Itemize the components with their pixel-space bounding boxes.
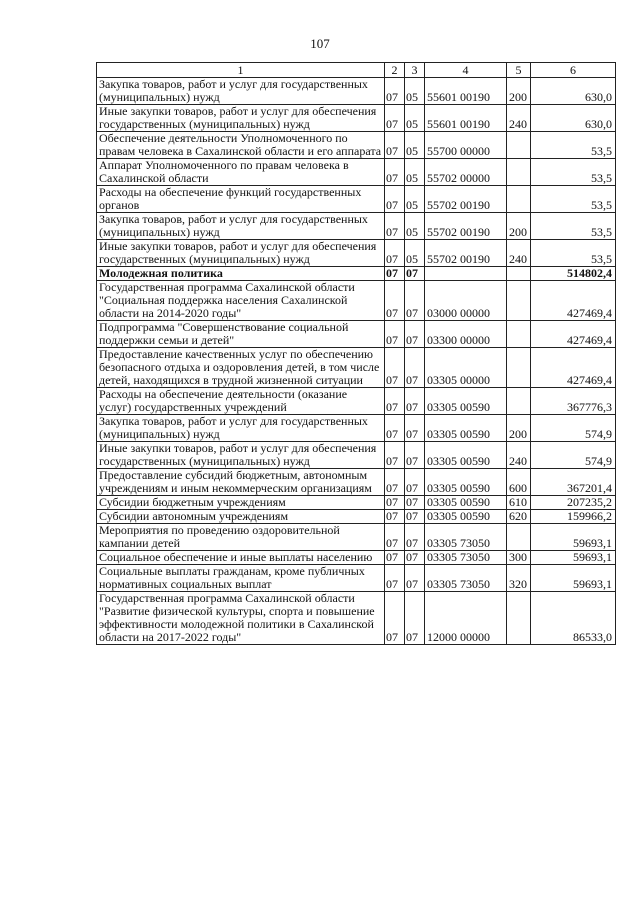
row-target-code: 55601 00190 [425,78,507,105]
table-row [97,415,616,442]
row-amount: 427469,4 [531,348,616,388]
row-expense-type: 240 [507,105,531,132]
row-description: Аппарат Уполномоченного по правам человека в Сахалинской области [97,159,385,186]
row-expense-type: 600 [507,469,531,496]
row-amount: 159966,2 [531,510,616,524]
column-header: 2 [385,63,405,78]
row-subsection: 07 [405,524,425,551]
table-row [97,105,616,132]
row-section: 07 [385,496,405,510]
row-subsection: 07 [405,388,425,415]
table-row [97,78,616,105]
table-row [97,388,616,415]
row-description: Государственная программа Сахалинской области "Развитие физической культуры, спорта и повышение эффективности молодежной политики в Сахалинской области на 2017-2022 годы" [97,592,385,645]
row-subsection: 07 [405,496,425,510]
row-target-code: 03300 00000 [425,321,507,348]
row-expense-type [507,159,531,186]
table-row [97,348,616,388]
budget-table [96,62,616,645]
row-target-code: 55700 00000 [425,132,507,159]
row-expense-type: 320 [507,565,531,592]
row-expense-type [507,592,531,645]
row-section: 07 [385,551,405,565]
row-description: Предоставление качественных услуг по обеспечению безопасного отдыха и оздоровления детей, в том числе детей, находящихся в трудной жизненной ситуации [97,348,385,388]
row-section: 07 [385,321,405,348]
row-amount: 574,9 [531,442,616,469]
row-target-code: 03305 73050 [425,524,507,551]
row-section: 07 [385,592,405,645]
row-amount: 53,5 [531,213,616,240]
column-header: 3 [405,63,425,78]
row-description: Предоставление субсидий бюджетным, автономным учреждениям и иным некоммерческим организациям [97,469,385,496]
table-row [97,469,616,496]
row-expense-type [507,132,531,159]
row-subsection: 07 [405,510,425,524]
row-subsection: 05 [405,105,425,132]
row-target-code: 55702 00190 [425,186,507,213]
row-subsection: 07 [405,565,425,592]
table-row [97,551,616,565]
row-target-code [425,267,507,281]
row-amount: 367201,4 [531,469,616,496]
row-target-code: 55702 00000 [425,159,507,186]
row-section: 07 [385,281,405,321]
row-section: 07 [385,159,405,186]
row-subsection: 05 [405,240,425,267]
row-expense-type [507,348,531,388]
row-expense-type: 200 [507,213,531,240]
row-section: 07 [385,510,405,524]
row-amount: 59693,1 [531,565,616,592]
table-row-section-total [97,267,616,281]
column-header: 5 [507,63,531,78]
column-header: 4 [425,63,507,78]
row-expense-type [507,524,531,551]
row-expense-type [507,388,531,415]
row-section: 07 [385,415,405,442]
row-amount: 514802,4 [531,267,616,281]
row-target-code: 55702 00190 [425,240,507,267]
row-target-code: 03305 00590 [425,415,507,442]
row-description: Молодежная политика [97,267,385,281]
table-row [97,565,616,592]
row-amount: 53,5 [531,240,616,267]
row-expense-type: 240 [507,240,531,267]
table-row [97,281,616,321]
row-subsection: 07 [405,348,425,388]
table-row [97,132,616,159]
row-expense-type: 620 [507,510,531,524]
row-amount: 59693,1 [531,524,616,551]
row-section: 07 [385,186,405,213]
row-amount: 53,5 [531,159,616,186]
row-description: Иные закупки товаров, работ и услуг для обеспечения государственных (муниципальных) нужд [97,442,385,469]
row-subsection: 07 [405,267,425,281]
row-target-code: 03305 00590 [425,510,507,524]
row-section: 07 [385,388,405,415]
row-amount: 427469,4 [531,321,616,348]
row-description: Расходы на обеспечение деятельности (оказание услуг) государственных учреждений [97,388,385,415]
row-subsection: 05 [405,78,425,105]
row-amount: 53,5 [531,132,616,159]
row-amount: 53,5 [531,186,616,213]
row-section: 07 [385,132,405,159]
row-subsection: 07 [405,415,425,442]
row-description: Закупка товаров, работ и услуг для государственных (муниципальных) нужд [97,415,385,442]
row-section: 07 [385,240,405,267]
table-row [97,510,616,524]
row-amount: 427469,4 [531,281,616,321]
row-target-code: 03000 00000 [425,281,507,321]
row-subsection: 05 [405,186,425,213]
row-subsection: 05 [405,213,425,240]
row-description: Иные закупки товаров, работ и услуг для обеспечения государственных (муниципальных) нужд [97,240,385,267]
row-expense-type: 300 [507,551,531,565]
row-target-code: 03305 73050 [425,565,507,592]
row-section: 07 [385,78,405,105]
table-row [97,240,616,267]
row-description: Закупка товаров, работ и услуг для государственных (муниципальных) нужд [97,78,385,105]
row-section: 07 [385,442,405,469]
row-target-code: 03305 00590 [425,496,507,510]
table-row [97,321,616,348]
row-target-code: 55601 00190 [425,105,507,132]
column-header: 1 [97,63,385,78]
row-expense-type: 240 [507,442,531,469]
row-description: Закупка товаров, работ и услуг для государственных (муниципальных) нужд [97,213,385,240]
row-expense-type [507,186,531,213]
row-subsection: 07 [405,442,425,469]
row-subsection: 05 [405,132,425,159]
row-amount: 367776,3 [531,388,616,415]
row-description: Обеспечение деятельности Уполномоченного по правам человека в Сахалинской области и его аппарата [97,132,385,159]
row-description: Субсидии автономным учреждениям [97,510,385,524]
row-amount: 630,0 [531,78,616,105]
row-expense-type [507,267,531,281]
table-row [97,186,616,213]
table-row [97,496,616,510]
row-target-code: 03305 00590 [425,442,507,469]
row-description: Расходы на обеспечение функций государственных органов [97,186,385,213]
row-amount: 207235,2 [531,496,616,510]
row-description: Иные закупки товаров, работ и услуг для обеспечения государственных (муниципальных) нужд [97,105,385,132]
row-section: 07 [385,348,405,388]
row-description: Социальные выплаты гражданам, кроме публичных нормативных социальных выплат [97,565,385,592]
row-subsection: 07 [405,551,425,565]
column-header: 6 [531,63,616,78]
row-subsection: 07 [405,469,425,496]
table-row [97,159,616,186]
row-expense-type: 610 [507,496,531,510]
table-row [97,213,616,240]
row-subsection: 07 [405,592,425,645]
row-target-code: 03305 73050 [425,551,507,565]
row-target-code: 03305 00000 [425,348,507,388]
row-amount: 59693,1 [531,551,616,565]
row-target-code: 03305 00590 [425,388,507,415]
row-section: 07 [385,469,405,496]
row-subsection: 07 [405,281,425,321]
row-expense-type [507,321,531,348]
row-target-code: 12000 00000 [425,592,507,645]
row-section: 07 [385,267,405,281]
row-target-code: 03305 00590 [425,469,507,496]
page-number: 107 [310,36,330,51]
table-row [97,524,616,551]
row-section: 07 [385,213,405,240]
table-header-row [97,63,616,78]
row-subsection: 07 [405,321,425,348]
row-description: Государственная программа Сахалинской области "Социальная поддержка населения Сахалинской области на 2014-2020 годы" [97,281,385,321]
table-row [97,442,616,469]
row-description: Подпрограмма "Совершенствование социальной поддержки семьи и детей" [97,321,385,348]
row-target-code: 55702 00190 [425,213,507,240]
row-amount: 574,9 [531,415,616,442]
row-section: 07 [385,565,405,592]
row-expense-type: 200 [507,78,531,105]
row-section: 07 [385,524,405,551]
row-description: Мероприятия по проведению оздоровительной кампании детей [97,524,385,551]
row-amount: 86533,0 [531,592,616,645]
row-amount: 630,0 [531,105,616,132]
row-subsection: 05 [405,159,425,186]
row-description: Социальное обеспечение и иные выплаты населению [97,551,385,565]
row-expense-type [507,281,531,321]
row-section: 07 [385,105,405,132]
row-description: Субсидии бюджетным учреждениям [97,496,385,510]
row-expense-type: 200 [507,415,531,442]
table-row [97,592,616,645]
